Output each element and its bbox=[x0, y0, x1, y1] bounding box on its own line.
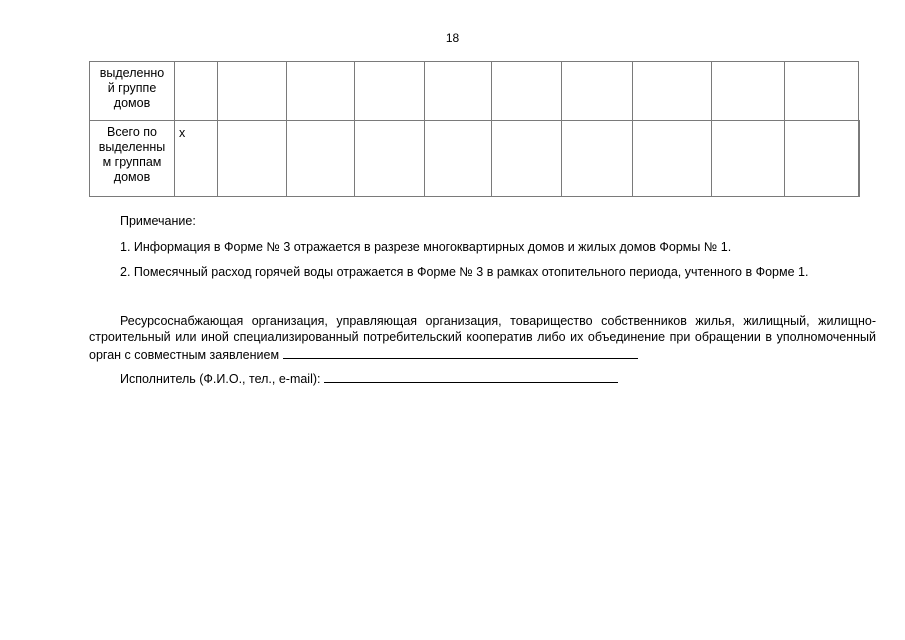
row-label-line: домов bbox=[113, 170, 151, 184]
table-cell bbox=[633, 62, 712, 121]
table-cell bbox=[562, 62, 633, 121]
row-label-line: й группе bbox=[107, 81, 157, 95]
form-table bbox=[89, 61, 860, 197]
table-cell bbox=[859, 121, 860, 197]
note-item-1: 1. Информация в Форме № 3 отражается в разрезе многоквартирных домов и жилых домов Формы № 1. bbox=[120, 240, 732, 254]
row-label-line: домов bbox=[113, 96, 151, 110]
cell-marker: х bbox=[179, 126, 186, 140]
executor-blank-line[interactable] bbox=[324, 369, 618, 383]
table-cell bbox=[712, 62, 785, 121]
table-cell bbox=[218, 121, 287, 197]
statement-text: Ресурсоснабжающая организация, управляющая организация, товарищество собственников жилья, жилищный, жилищно-строительный или иной специализированный потребительский кооператив либо их объединение при обращении в уполномоченный орган с совместным заявлением bbox=[89, 314, 876, 362]
row-label-cell bbox=[90, 121, 175, 197]
marker-cell bbox=[175, 121, 218, 197]
executor-label: Исполнитель (Ф.И.О., тел., e-mail): bbox=[120, 372, 321, 386]
row-label-line: Всего по bbox=[107, 125, 157, 139]
statement-paragraph bbox=[89, 313, 876, 363]
table-cell bbox=[785, 62, 859, 121]
table-cell bbox=[287, 121, 355, 197]
page-number: 18 bbox=[445, 31, 460, 45]
table-cell bbox=[785, 121, 859, 197]
table-cell bbox=[355, 62, 425, 121]
table-cell bbox=[633, 121, 712, 197]
table-cell bbox=[562, 121, 633, 197]
note-item-2: 2. Помесячный расход горячей воды отражается в Форме № 3 в рамках отопительного периода, учтенного в Форме 1. bbox=[120, 265, 809, 279]
row-label-line: выделенно bbox=[99, 66, 165, 80]
table-cell bbox=[175, 62, 218, 121]
row-label-line: м группам bbox=[102, 155, 162, 169]
table-cell bbox=[492, 62, 562, 121]
row-label-line: выделенны bbox=[98, 140, 166, 154]
table-cell bbox=[492, 121, 562, 197]
table-cell bbox=[712, 121, 785, 197]
table-cell bbox=[425, 121, 492, 197]
table-cell bbox=[218, 62, 287, 121]
table-row bbox=[90, 62, 860, 121]
notes-heading: Примечание: bbox=[120, 214, 196, 228]
statement-blank-line[interactable] bbox=[283, 345, 638, 359]
table-cell bbox=[355, 121, 425, 197]
table-row bbox=[90, 121, 860, 197]
row-label-cell bbox=[90, 62, 175, 121]
executor-line bbox=[89, 369, 876, 387]
table-cell bbox=[425, 62, 492, 121]
table-cell bbox=[287, 62, 355, 121]
